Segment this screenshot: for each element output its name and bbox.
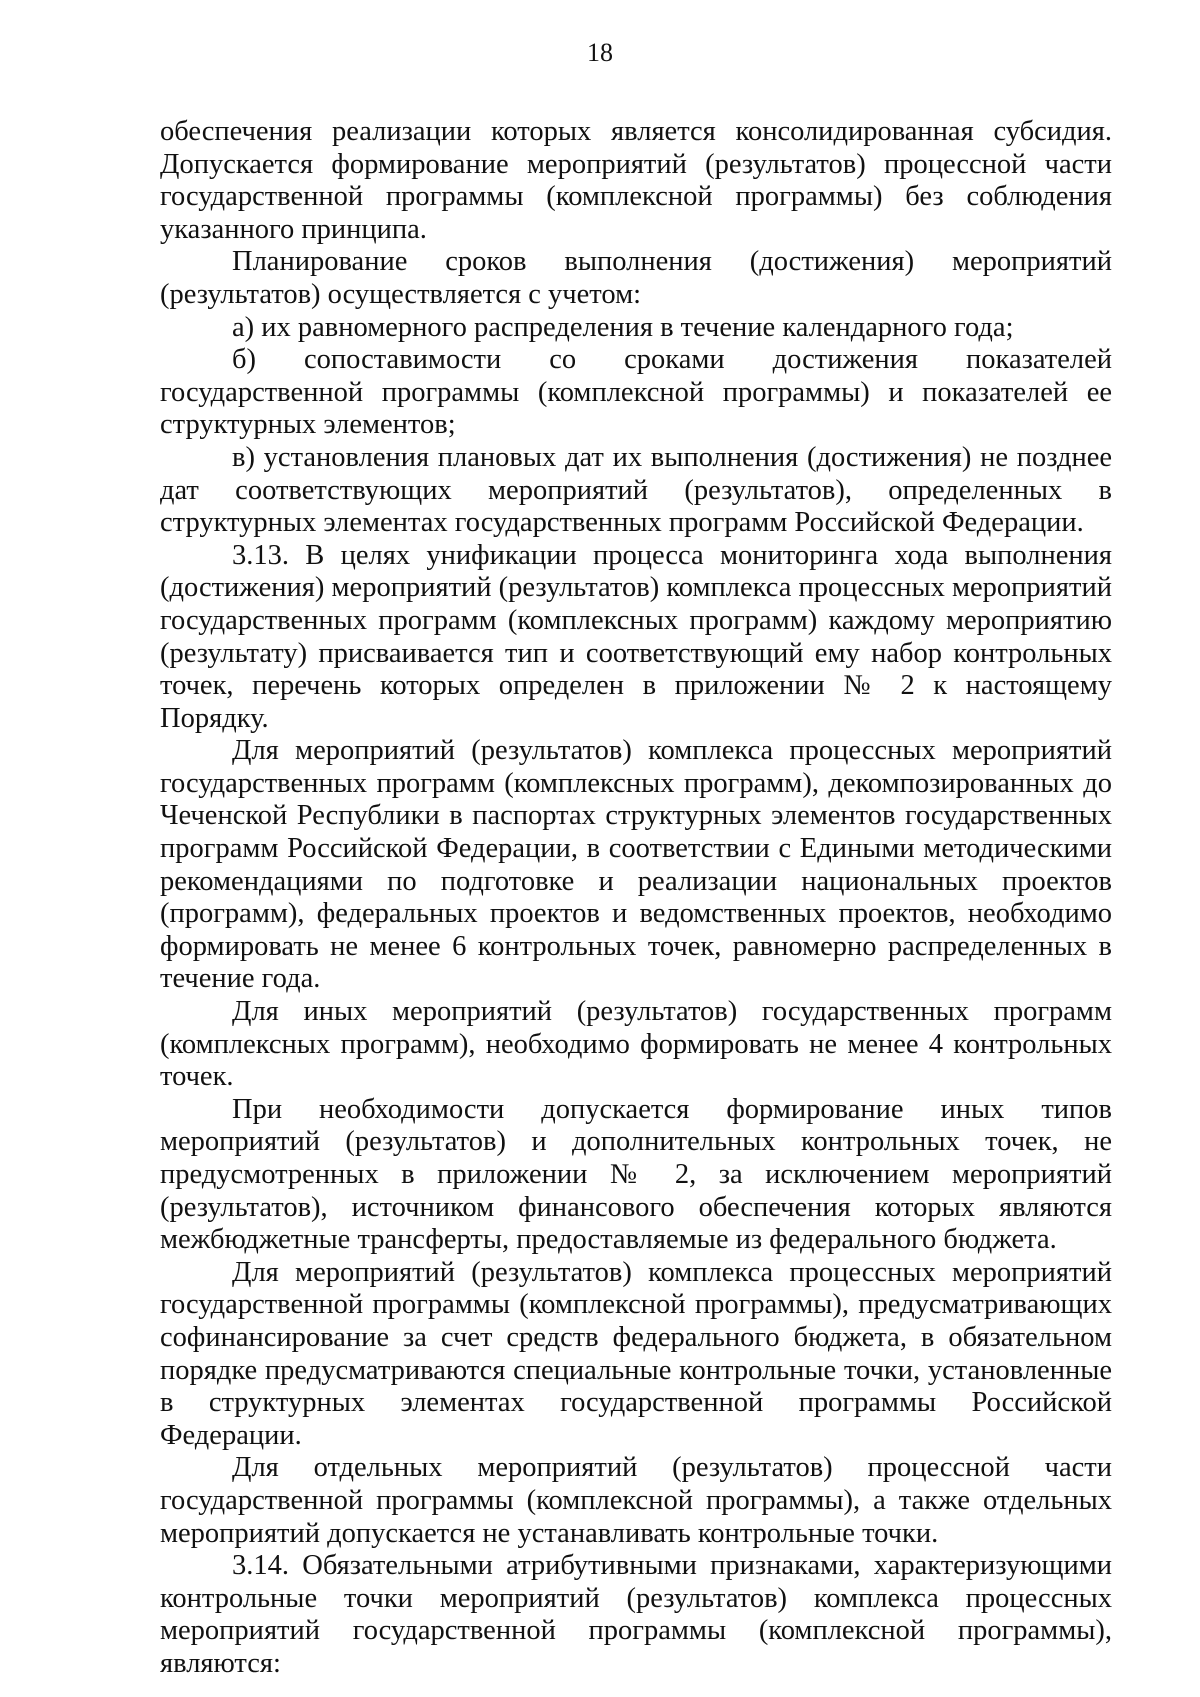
paragraph-continuation: обеспечения реализации которых является консолидированная субсидия. Допускается формирование мероприятий (результатов) процессной части государственной программы (комплексной программы) без соблюдения указанного принципа. bbox=[160, 116, 1112, 245]
paragraph-no-control-points: Для отдельных мероприятий (результатов) процессной части государственной программы (комплексной программы), а также отдельных мероприятий допускается не устанавливать контрольные точки. bbox=[160, 1452, 1112, 1549]
paragraph-3-13: 3.13. В целях унификации процесса мониторинга хода выполнения (достижения) мероприятий (результатов) комплекса процессных мероприятий государственных программ (комплексных программ) каждому мероприятию (результату) присваивается тип и соответствующий ему набор контрольных точек, перечень которых определен в приложении № 2 к настоящему Порядку. bbox=[160, 539, 1112, 734]
document-body bbox=[160, 116, 1112, 1681]
page-number: 18 bbox=[587, 38, 613, 67]
paragraph-3-14: 3.14. Обязательными атрибутивными признаками, характеризующими контрольные точки мероприятий (результатов) комплекса процессных мероприятий государственной программы (комплексной программы), являются: bbox=[160, 1550, 1112, 1679]
list-item-v: в) установления плановых дат их выполнения (достижения) не позднее дат соответствующих мероприятий (результатов), определенных в структурных элементах государственных программ Российской Федерации. bbox=[160, 441, 1112, 539]
list-item-b: б) сопоставимости со сроками достижения показателей государственной программы (комплексной программы) и показателей ее структурных элементов; bbox=[160, 344, 1112, 441]
paragraph-four-control-points: Для иных мероприятий (результатов) государственных программ (комплексных программ), необходимо формировать не менее 4 контрольных точек. bbox=[160, 996, 1112, 1093]
paragraph-additional-types: При необходимости допускается формирование иных типов мероприятий (результатов) и дополнительных контрольных точек, не предусмотренных в приложении № 2, за исключением мероприятий (результатов), источником финансового обеспечения которых являются межбюджетные трансферты, предоставляемые из федерального бюджета. bbox=[160, 1093, 1112, 1256]
paragraph-cofinancing: Для мероприятий (результатов) комплекса процессных мероприятий государственной программы (комплексной программы), предусматривающих софинансирование за счет средств федерального бюджета, в обязательном порядке предусматриваются специальные контрольные точки, установленные в структурных элементах государственной программы Российской Федерации. bbox=[160, 1256, 1112, 1451]
paragraph-six-control-points: Для мероприятий (результатов) комплекса процессных мероприятий государственных программ (комплексных программ), декомпозированных до Чеченской Республики в паспортах структурных элементов государственных программ Российской Федерации, в соответствии с Едиными методическими рекомендациями по подготовке и реализации национальных проектов (программ), федеральных проектов и ведомственных проектов, необходимо формировать не менее 6 контрольных точек, равномерно распределенных в течение года. bbox=[160, 735, 1112, 995]
paragraph-planning: Планирование сроков выполнения (достижения) мероприятий (результатов) осуществляется с учетом: bbox=[160, 246, 1112, 310]
list-item-a: а) их равномерного распределения в течение календарного года; bbox=[232, 311, 1014, 343]
